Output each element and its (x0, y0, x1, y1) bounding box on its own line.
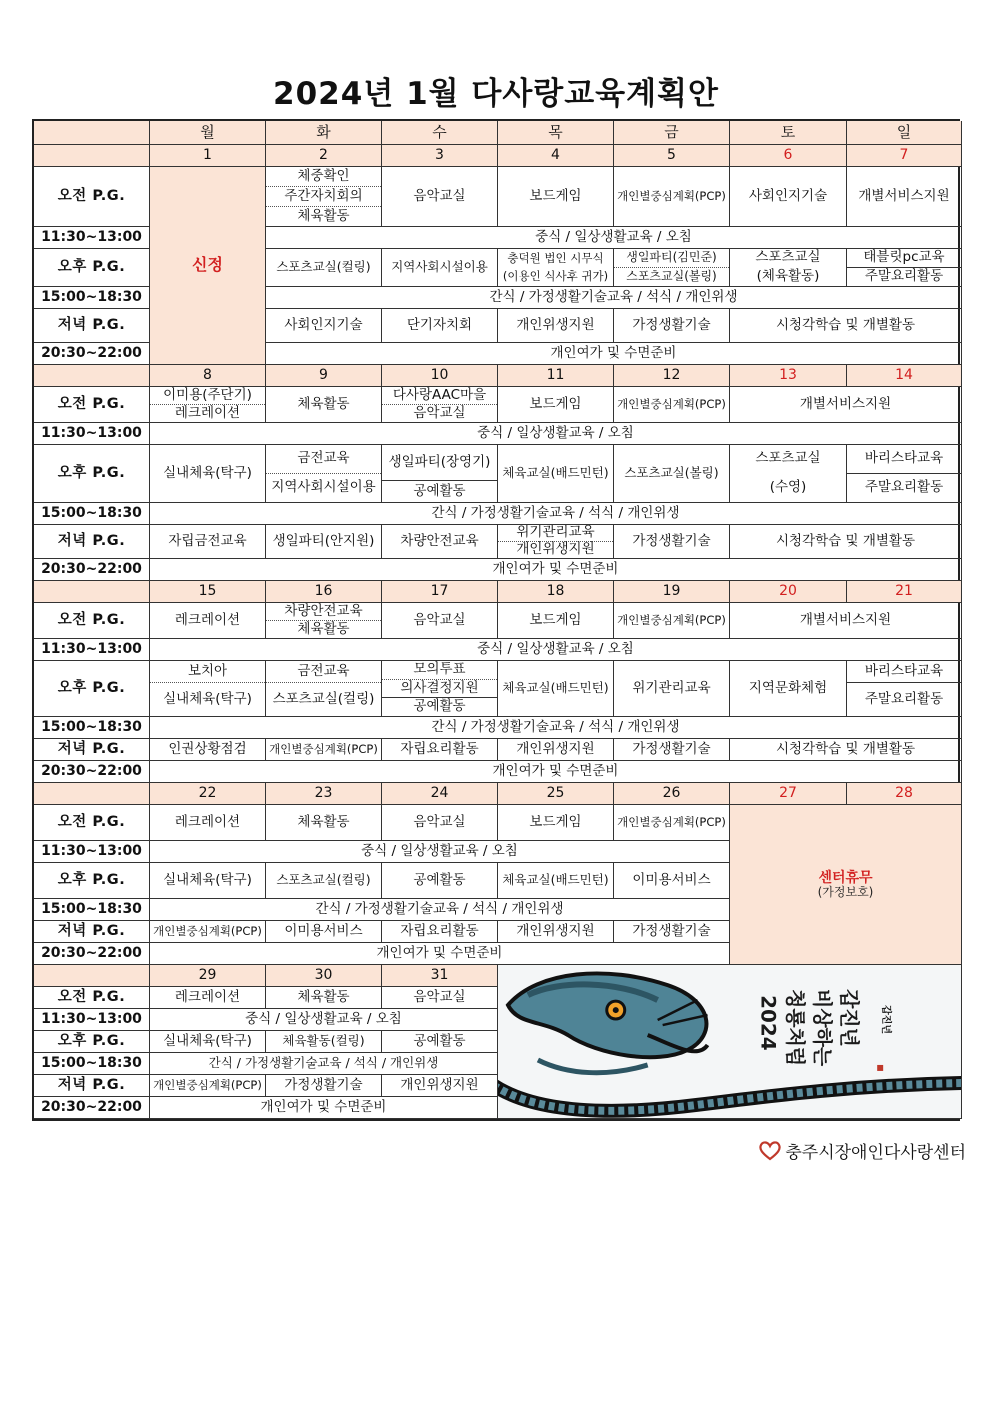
activity: 개인위생지원 (498, 541, 613, 558)
schedule-cell: 음악교실 (382, 805, 498, 841)
schedule-cell (266, 603, 382, 639)
date-cell: 2 (266, 145, 382, 167)
date-cell: 20 (730, 581, 847, 603)
schedule-cell: 개인위생지원 (498, 309, 614, 343)
activity: 레크레이션 (150, 404, 265, 422)
date-row-label (34, 581, 150, 603)
schedule-cell: 보드게임 (498, 167, 614, 227)
date-cell: 4 (498, 145, 614, 167)
schedule-cell (266, 445, 382, 503)
row-label-afternoon: 오후 P.G. (34, 863, 150, 899)
schedule-cell: 차량안전교육 (382, 525, 498, 559)
schedule-cell: 사회인지기술 (730, 167, 847, 227)
schedule-cell: 체육활동 (266, 805, 382, 841)
schedule-cell: 가정생활기술 (614, 739, 730, 761)
common-activity: 간식 / 가정생활기술교육 / 석식 / 개인위생 (150, 899, 730, 921)
footer (759, 1138, 966, 1163)
schedule-cell (730, 445, 847, 503)
date-cell: 19 (614, 581, 730, 603)
activity: 공예활동 (382, 480, 497, 502)
heart-logo-icon (759, 1141, 781, 1161)
date-cell: 11 (498, 365, 614, 387)
schedule-cell: 개인위생지원 (498, 739, 614, 761)
schedule-cell: 가정생활기술 (614, 921, 730, 943)
date-cell: 24 (382, 783, 498, 805)
row-label-morning: 오전 P.G. (34, 167, 150, 227)
schedule-cell: 자립요리활동 (382, 739, 498, 761)
activity: 지역사회시설이용 (266, 473, 381, 502)
schedule-cell (847, 249, 962, 287)
schedule-cell: 체육활동 (266, 987, 382, 1009)
activity: 주말요리활동 (847, 682, 961, 716)
holiday-cell: 신정 (150, 167, 266, 365)
schedule-cell: 체육교실(배드민턴) (498, 661, 614, 717)
row-label-afternoon: 오후 P.G. (34, 1031, 150, 1053)
calligraphy-line-4: 2024 (756, 994, 781, 1051)
activity: 스포츠교실 (755, 450, 821, 467)
dragon-artwork (498, 965, 962, 1119)
schedule-cell (382, 387, 498, 423)
row-label-night: 20:30~22:00 (34, 343, 150, 365)
row-label-snack: 15:00~18:30 (34, 717, 150, 739)
date-cell: 26 (614, 783, 730, 805)
activity: 공예활동 (382, 697, 497, 716)
date-cell: 31 (382, 965, 498, 987)
schedule-cell: 음악교실 (382, 167, 498, 227)
day-header-sat: 토 (730, 121, 847, 145)
schedule-cell: 자립요리활동 (382, 921, 498, 943)
schedule-cell: 개인별중심계획(PCP) (614, 805, 730, 841)
date-cell: 6 (730, 145, 847, 167)
date-cell: 25 (498, 783, 614, 805)
activity: 주말요리활동 (847, 473, 961, 502)
calligraphy-line-1: 갑진년 (837, 988, 862, 1047)
schedule-cell (150, 387, 266, 423)
day-header-tue: 화 (266, 121, 382, 145)
common-activity: 개인여가 및 수면준비 (266, 343, 962, 365)
schedule-cell: 개인별중심계획(PCP) (614, 603, 730, 639)
schedule-cell: 체육활동(컬링) (266, 1031, 382, 1053)
schedule-cell: 레크레이션 (150, 805, 266, 841)
calligraphy-line-3: 청룡처럼 (783, 988, 808, 1066)
schedule-cell: 개인위생지원 (382, 1075, 498, 1097)
date-cell: 22 (150, 783, 266, 805)
schedule-cell: 개인별중심계획(PCP) (614, 167, 730, 227)
date-cell: 30 (266, 965, 382, 987)
day-header-mon: 월 (150, 121, 266, 145)
row-label-morning: 오전 P.G. (34, 987, 150, 1009)
activity: 보치아 (187, 662, 228, 679)
schedule-cell: 음악교실 (382, 987, 498, 1009)
row-label-lunch: 11:30~13:00 (34, 841, 150, 863)
row-label-morning: 오전 P.G. (34, 603, 150, 639)
schedule-cell (266, 661, 382, 717)
schedule-cell: 음악교실 (382, 603, 498, 639)
row-label-evening: 저녁 P.G. (34, 525, 150, 559)
schedule-cell: 레크레이션 (150, 987, 266, 1009)
date-cell: 10 (382, 365, 498, 387)
schedule-cell: 개인별중심계획(PCP) (614, 387, 730, 423)
schedule-cell: 자립금전교육 (150, 525, 266, 559)
activity: 차량안전교육 (284, 603, 363, 619)
row-label-snack: 15:00~18:30 (34, 287, 150, 309)
row-label-lunch: 11:30~13:00 (34, 1009, 150, 1031)
schedule-cell: 가정생활기술 (614, 525, 730, 559)
calligraphy-line-2: 비상하는 (810, 988, 835, 1066)
row-label-evening: 저녁 P.G. (34, 1075, 150, 1097)
date-cell: 29 (150, 965, 266, 987)
date-cell: 3 (382, 145, 498, 167)
row-label-night: 20:30~22:00 (34, 943, 150, 965)
activity: 태블릿pc교육 (863, 249, 945, 266)
date-cell: 14 (847, 365, 962, 387)
schedule-cell: 체육활동 (266, 387, 382, 423)
schedule-cell: 가정생활기술 (614, 309, 730, 343)
schedule-cell: 이미용서비스 (266, 921, 382, 943)
day-header-sun: 일 (847, 121, 962, 145)
activity: 스포츠교실(볼링) (614, 267, 729, 286)
common-activity: 간식 / 가정생활기술교육 / 석식 / 개인위생 (150, 1053, 498, 1075)
date-cell: 17 (382, 581, 498, 603)
date-cell: 28 (847, 783, 962, 805)
schedule-cell: 실내체육(탁구) (150, 1031, 266, 1053)
schedule-cell: 보드게임 (498, 387, 614, 423)
row-label-evening: 저녁 P.G. (34, 921, 150, 943)
schedule-cell (150, 661, 266, 717)
row-label-afternoon: 오후 P.G. (34, 249, 150, 287)
row-label-snack: 15:00~18:30 (34, 1053, 150, 1075)
schedule-cell: 사회인지기술 (266, 309, 382, 343)
activity: 주말요리활동 (847, 267, 961, 286)
row-label-evening: 저녁 P.G. (34, 309, 150, 343)
date-cell: 8 (150, 365, 266, 387)
day-header-thu: 목 (498, 121, 614, 145)
schedule-cell: 보드게임 (498, 603, 614, 639)
schedule-cell (498, 525, 614, 559)
common-activity: 중식 / 일상생활교육 / 오침 (150, 841, 730, 863)
schedule-cell: 개별서비스지원 (847, 167, 962, 227)
common-activity: 간식 / 가정생활기술교육 / 석식 / 개인위생 (266, 287, 962, 309)
date-cell: 18 (498, 581, 614, 603)
date-row-label (34, 783, 150, 805)
schedule-cell: 개별서비스지원 (730, 387, 962, 423)
date-cell: 16 (266, 581, 382, 603)
date-cell: 23 (266, 783, 382, 805)
schedule-cell: 이미용서비스 (614, 863, 730, 899)
schedule-cell: 인권상황점검 (150, 739, 266, 761)
schedule-cell: 개인별중심계획(PCP) (266, 739, 382, 761)
schedule-cell: 가정생활기술 (266, 1075, 382, 1097)
page-title: 2024년 1월 다사랑교육계획안 (273, 76, 719, 112)
row-label-morning: 오전 P.G. (34, 387, 150, 423)
activity: 금전교육 (297, 450, 350, 467)
center-closed-cell (730, 805, 962, 965)
closed-title: 센터휴무 (818, 869, 873, 886)
date-cell: 21 (847, 581, 962, 603)
activity: 체중확인 (297, 167, 350, 184)
activity: 체육활동 (266, 206, 381, 226)
activity: 위기관리교육 (516, 525, 595, 541)
schedule-cell: 생일파티(안지원) (266, 525, 382, 559)
schedule-cell: 공예활동 (382, 863, 498, 899)
activity: (이용인 식사후 귀가) (502, 269, 609, 284)
date-row-label (34, 365, 150, 387)
activity: 충덕원 법인 시무식 (507, 250, 604, 265)
schedule-cell: 개인별중심계획(PCP) (150, 921, 266, 943)
row-label-lunch: 11:30~13:00 (34, 423, 150, 445)
seal-stamp (877, 1064, 883, 1070)
schedule-cell: 지역문화체험 (730, 661, 847, 717)
activity: 음악교실 (382, 404, 497, 422)
schedule-cell (382, 661, 498, 717)
schedule-cell: 시청각학습 및 개별활동 (730, 525, 962, 559)
schedule-cell: 개인별중심계획(PCP) (150, 1075, 266, 1097)
activity: 주간자치회의 (266, 186, 381, 206)
row-label-afternoon: 오후 P.G. (34, 445, 150, 503)
schedule-cell: 스포츠교실(컬링) (266, 249, 382, 287)
activity: 생일파티(김민준) (626, 250, 717, 265)
date-cell: 1 (150, 145, 266, 167)
row-label-snack: 15:00~18:30 (34, 503, 150, 525)
calligraphy-signature: 갑진년 (880, 1004, 892, 1034)
row-label-lunch: 11:30~13:00 (34, 227, 150, 249)
schedule-cell (730, 249, 847, 287)
activity: 바리스타교육 (864, 662, 944, 679)
common-activity: 개인여가 및 수면준비 (150, 761, 962, 783)
row-label-snack: 15:00~18:30 (34, 899, 150, 921)
row-label-night: 20:30~22:00 (34, 1097, 150, 1119)
schedule-table (32, 119, 960, 1121)
activity: 생일파티(장영기) (388, 453, 491, 470)
common-activity: 개인여가 및 수면준비 (150, 559, 962, 581)
schedule-cell: 시청각학습 및 개별활동 (730, 309, 962, 343)
date-row-label (34, 965, 150, 987)
date-cell: 5 (614, 145, 730, 167)
activity: 다사랑AAC마을 (392, 387, 487, 403)
schedule-cell: 보드게임 (498, 805, 614, 841)
schedule-cell: 체육교실(배드민턴) (498, 863, 614, 899)
common-activity: 개인여가 및 수면준비 (150, 1097, 498, 1119)
activity: 금전교육 (297, 662, 350, 679)
activity: 이미용(주단기) (163, 387, 252, 403)
schedule-cell (847, 661, 962, 717)
date-cell: 15 (150, 581, 266, 603)
activity: (체육활동) (756, 267, 820, 284)
common-activity: 간식 / 가정생활기술교육 / 석식 / 개인위생 (150, 503, 962, 525)
date-cell: 13 (730, 365, 847, 387)
schedule-cell: 스포츠교실(컬링) (266, 863, 382, 899)
date-cell: 9 (266, 365, 382, 387)
closed-subtitle: (가정보호) (817, 884, 874, 899)
schedule-cell: 개인위생지원 (498, 921, 614, 943)
schedule-cell: 지역사회시설이용 (382, 249, 498, 287)
common-activity: 중식 / 일상생활교육 / 오침 (266, 227, 962, 249)
date-cell: 7 (847, 145, 962, 167)
schedule-cell: 공예활동 (382, 1031, 498, 1053)
activity: 스포츠교실 (755, 249, 821, 266)
corner-cell (34, 121, 150, 145)
activity: (수영) (769, 478, 807, 495)
date-row-label (34, 145, 150, 167)
row-label-evening: 저녁 P.G. (34, 739, 150, 761)
activity: 실내체육(탁구) (150, 682, 265, 716)
common-activity: 간식 / 가정생활기술교육 / 석식 / 개인위생 (150, 717, 962, 739)
activity: 스포츠교실(컬링) (266, 682, 381, 716)
date-cell: 27 (730, 783, 847, 805)
schedule-cell: 위기관리교육 (614, 661, 730, 717)
schedule-cell (382, 445, 498, 503)
common-activity: 중식 / 일상생활교육 / 오침 (150, 1009, 498, 1031)
schedule-cell: 실내체육(탁구) (150, 445, 266, 503)
schedule-cell (266, 167, 382, 227)
schedule-cell: 단기자치회 (382, 309, 498, 343)
row-label-lunch: 11:30~13:00 (34, 639, 150, 661)
activity: 의사결정지원 (382, 679, 497, 698)
row-label-morning: 오전 P.G. (34, 805, 150, 841)
common-activity: 중식 / 일상생활교육 / 오침 (150, 639, 962, 661)
center-name: 충주시장애인다사랑센터 (785, 1143, 966, 1163)
day-header-wed: 수 (382, 121, 498, 145)
schedule-cell (498, 249, 614, 287)
row-label-night: 20:30~22:00 (34, 559, 150, 581)
schedule-cell: 개별서비스지원 (730, 603, 962, 639)
activity: 바리스타교육 (864, 450, 944, 467)
schedule-cell: 실내체육(탁구) (150, 863, 266, 899)
schedule-cell: 체육교실(배드민턴) (498, 445, 614, 503)
schedule-cell: 스포츠교실(볼링) (614, 445, 730, 503)
schedule-cell (614, 249, 730, 287)
date-cell: 12 (614, 365, 730, 387)
row-label-night: 20:30~22:00 (34, 761, 150, 783)
schedule-cell: 시청각학습 및 개별활동 (730, 739, 962, 761)
day-header-fri: 금 (614, 121, 730, 145)
row-label-afternoon: 오후 P.G. (34, 661, 150, 717)
schedule-cell (847, 445, 962, 503)
common-activity: 개인여가 및 수면준비 (150, 943, 730, 965)
blue-dragon-illustration (498, 965, 961, 1119)
activity: 모의투표 (413, 661, 466, 678)
common-activity: 중식 / 일상생활교육 / 오침 (150, 423, 962, 445)
activity: 체육활동 (266, 620, 381, 638)
schedule-cell: 레크레이션 (150, 603, 266, 639)
